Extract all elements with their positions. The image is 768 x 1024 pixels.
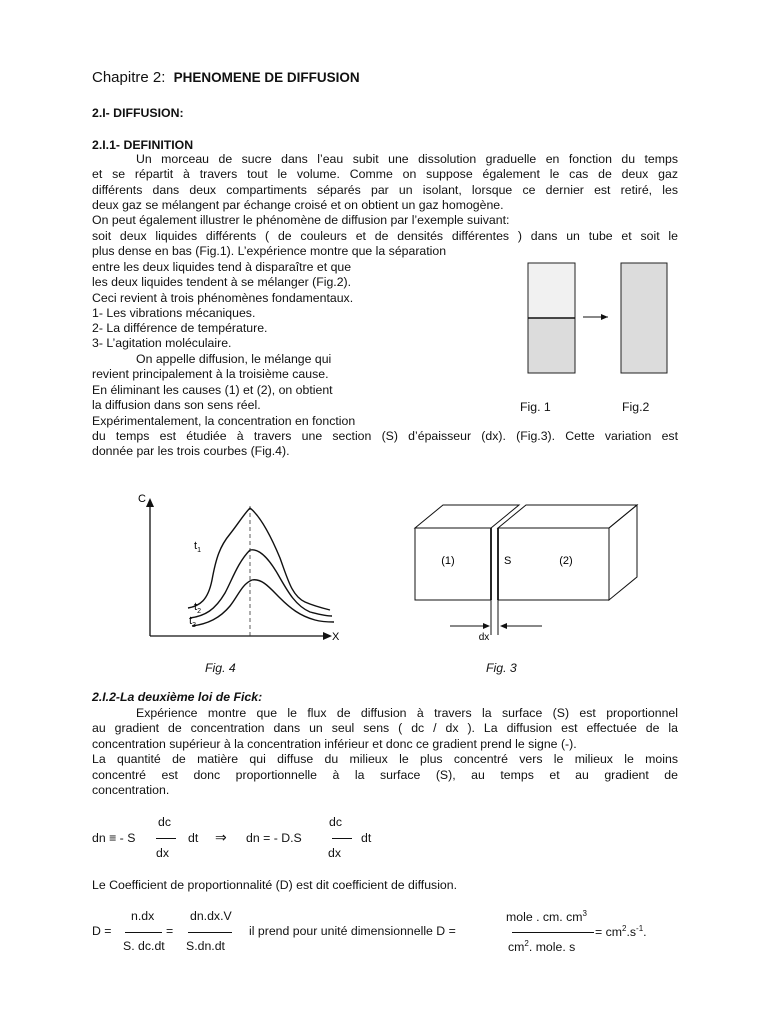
fig4-curve-t1 [188,508,330,610]
eq2-den1: S. dc.dt [123,939,165,953]
fig3-label-2: (2) [559,555,573,567]
eq1-den2: dx [328,846,341,860]
para4: Le Coefficient de proportionnalité (D) est dit coefficient de diffusion. [92,878,458,892]
fig4-x-arrow [323,632,332,640]
eq1-implies: ⇒ [215,829,227,845]
eq2-num3: mole . cm. $cm^3$ [506,909,587,925]
eq1-mid: dn = - D.S [246,831,302,845]
fig4-caption: Fig. 4 [205,661,236,675]
para2-line2: soit deux liquides différents ( de couleurs et de densités différentes ) dans un tube et soit le [92,229,678,243]
eq2-result: = $cm^2.s^{-1}$. [595,924,647,940]
fig4-label-t2: $t_2$ [194,601,201,615]
para2-line5: les deux liquides tendent à se mélanger (Fig.2). [92,275,352,289]
subsection-heading-definition: 2.I.1- DEFINITION [92,138,194,152]
para2-line9: 3- L’agitation moléculaire. [92,336,232,350]
fig3-compartment1-top [415,505,519,528]
fig4-curve-t3 [192,580,334,626]
fig3-label-1: (1) [441,555,455,567]
eq1-num1: dc [158,815,171,829]
dx-arrowhead-left [483,623,490,629]
para2-line16: donnée par les trois courbes (Fig.4). [92,444,290,458]
chapter-heading [92,69,360,86]
eq1-den1: dx [156,846,169,860]
fig1-caption: Fig. 1 [520,400,551,414]
fig3-prism [415,505,637,635]
fig3-section-diagram [410,500,640,645]
eq1-dt2: dt [361,831,372,845]
fig4-label-t1: $t_1$ [194,540,201,554]
fig3-compartment2-front [498,528,609,600]
chapter-label: Chapitre 2 [92,69,162,86]
subsection-heading-fick: 2.I.2-La deuxième loi de Fick: [92,690,263,704]
para2-line12: En éliminant les causes (1) et (2), on obtient [92,383,333,397]
para2-line11: revient principalement à la troisième cause. [92,367,329,381]
eq2-num2: dn.dx.V [190,909,232,923]
para2-line13: la diffusion dans son sens réel. [92,398,261,412]
para2-line8: 2- La différence de température. [92,321,268,335]
fig3-caption: Fig. 3 [486,661,517,675]
fig4-axis-label-x: X [332,631,340,643]
para2-line7: 1- Les vibrations mécaniques. [92,306,256,320]
fig4-axis-label-c: C [138,493,146,505]
fig3-compartment2-top [498,505,637,528]
para1-line3: différents dans deux compartiments séparés par un isolant, lorsque ce dernier est retiré, les [92,183,678,197]
para1-line1: Un morceau de sucre dans l’eau subit une dissolution graduelle en fonction du temps [136,152,678,166]
fig3-label-s: S [504,555,512,567]
para2-line15: du temps est étudiée à travers une section (S) d’épaisseur (dx). (Fig.3). Cette variation est [92,429,678,443]
para3-line5: concentré est donc proportionnelle à la surface (S), au temps et au gradient de [92,768,678,782]
para3-line2: au gradient de concentration dans un seul sens ( dc / dx ). La diffusion est effectuée de la [92,721,678,735]
eq2-unit-text: il prend pour unité dimensionnelle D = [249,924,456,938]
para3-line4: La quantité de matière qui diffuse du milieux le plus concentré vers le milieux le moins [92,752,678,766]
fig1-lower-liquid [528,318,575,373]
eq2-den2: S.dn.dt [186,939,225,953]
section-heading: 2.I- DIFFUSION: [92,106,184,120]
eq1-num2: dc [329,815,342,829]
fig3-side [609,505,637,600]
fig4-concentration-plot [130,488,360,648]
fig2-caption: Fig.2 [622,400,650,414]
chapter-title: PHENOMENE DE DIFFUSION [173,70,360,85]
para2-line4: entre les deux liquides tend à disparaître et que [92,260,352,274]
eq2-num1: n.dx [131,909,155,923]
para2-line14: Expérimentalement, la concentration en fonction [92,414,356,428]
para1-line4: deux gaz se mélangent par échange croisé et on obtient un gaz homogène. [92,198,504,212]
para3-line6: concentration. [92,783,170,797]
para2-line1: On peut également illustrer le phénomène de diffusion par l’exemple suivant: [92,213,510,227]
fig2-mixed-liquid [621,263,667,373]
fig1-fig2-diagram [520,255,680,385]
para2-line10: On appelle diffusion, le mélange qui [136,352,332,366]
fig1-upper-liquid [528,263,575,318]
eq1-lhs: dn ≡ - S [92,831,136,845]
eq2-lhs: D = [92,924,112,938]
dx-arrowhead-right [500,623,507,629]
para3-line1: Expérience montre que le flux de diffusion à travers la surface (S) est proportionnel [136,706,678,720]
para2-line6: Ceci revient à trois phénomènes fondamentaux. [92,291,354,305]
para2-line3: plus dense en bas (Fig.1). L’expérience montre que la séparation [92,244,447,258]
para3-line3: concentration supérieur à la concentration inférieur et donc ce gradient prend le signe (-). [92,737,577,751]
eq2-fraction-bar1 [125,932,162,933]
fig3-label-dx: dx [478,632,490,643]
eq1-fraction-bar2 [332,838,352,839]
eq1-fraction-bar1 [156,838,176,839]
eq2-equals: = [166,924,174,938]
eq1-dt1: dt [188,831,199,845]
eq2-fraction-bar3 [512,932,594,933]
arrow-head [601,314,608,320]
chapter-colon: : [161,69,166,86]
fig4-label-t3: $t_3$ [189,615,196,629]
fig4-y-arrow [146,498,154,507]
para1-line2: et se répartit à travers tout le volume. Comme on suppose également le cas de deux gaz [92,167,678,181]
eq2-fraction-bar2 [188,932,232,933]
eq2-den3: $cm^2$. mole. s [508,939,576,955]
